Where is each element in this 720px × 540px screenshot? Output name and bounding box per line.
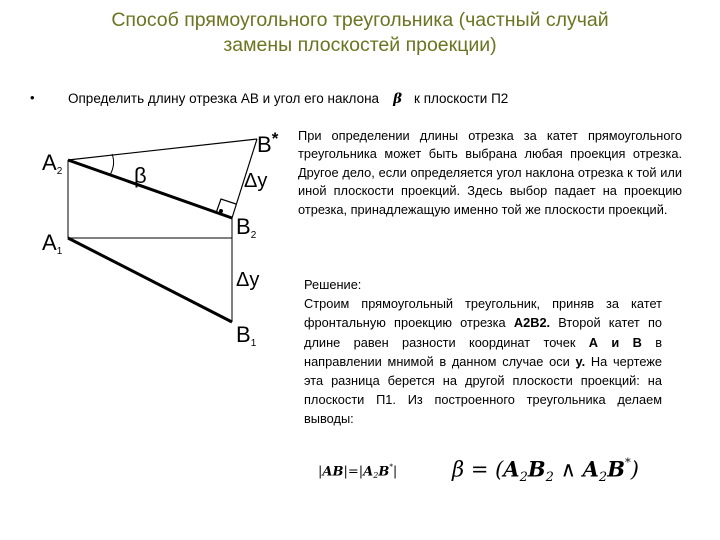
label-beta: β (134, 163, 147, 188)
solution-bold-y: y. (575, 353, 586, 369)
solution-body: Строим прямоугольный треугольник, приняв за катет фронтальную проекцию отрезка A2B2. Второй катет по длине равен разности координат точек А и В в направлении мнимой в данном случае оси y. На чертеже эта разница берется на другой плоскости проекций: на плоскости П1. Из построенного треугольника делаем выводы: (304, 296, 662, 427)
construction-diagram (0, 120, 300, 480)
label-a1: A1 (42, 230, 63, 257)
right-angle-dot (219, 209, 223, 213)
segment-a1-b1 (68, 238, 232, 322)
task-text-after: к плоскости П2 (414, 91, 509, 106)
solution-block (304, 275, 662, 429)
line-a2-bstar (68, 139, 257, 160)
explanation-paragraph: При определении длины отрезка за катет прямоугольного треугольника может быть выбрана любая проекция отрезка. Другое дело, если определяется угол наклона отрезка к той или иной плоскости проекций. Здесь выбор падает на проекцию отрезка, принадлежащую именно той же плоскости проекций. (298, 128, 682, 217)
solution-heading: Решение: (304, 277, 362, 292)
solution-bold-ab: А и В (588, 334, 642, 350)
slide-title (30, 8, 690, 58)
task-statement (68, 91, 508, 107)
solution-bold-a2b2: A2B2. (513, 315, 551, 331)
label-b2: B2 (236, 214, 257, 241)
label-delta-y-upper: Δy (244, 170, 268, 192)
right-angle-mark (216, 199, 236, 213)
label-b1: B1 (236, 322, 257, 349)
length-formula: $|AB|=|A_2B^*|$ (318, 462, 398, 481)
beta-angle-arc (110, 154, 114, 175)
task-text-before: Определить длину отрезка АВ и угол его наклона (68, 91, 380, 106)
title-line-2: замены плоскостей проекции) (223, 34, 497, 56)
label-delta-y-lower: Δy (236, 269, 260, 291)
title-line-1: Способ прямоугольного треугольника (частный случай (111, 9, 609, 31)
task-beta-symbol: β (393, 91, 403, 107)
segment-a2-b2 (68, 160, 232, 218)
bullet-marker: • (30, 90, 35, 105)
angle-formula: $\beta = (A_2B_2$ ∧ $A_2B^*$) (452, 455, 639, 485)
label-bstar: B* (257, 129, 279, 157)
label-a2: A2 (42, 150, 63, 177)
